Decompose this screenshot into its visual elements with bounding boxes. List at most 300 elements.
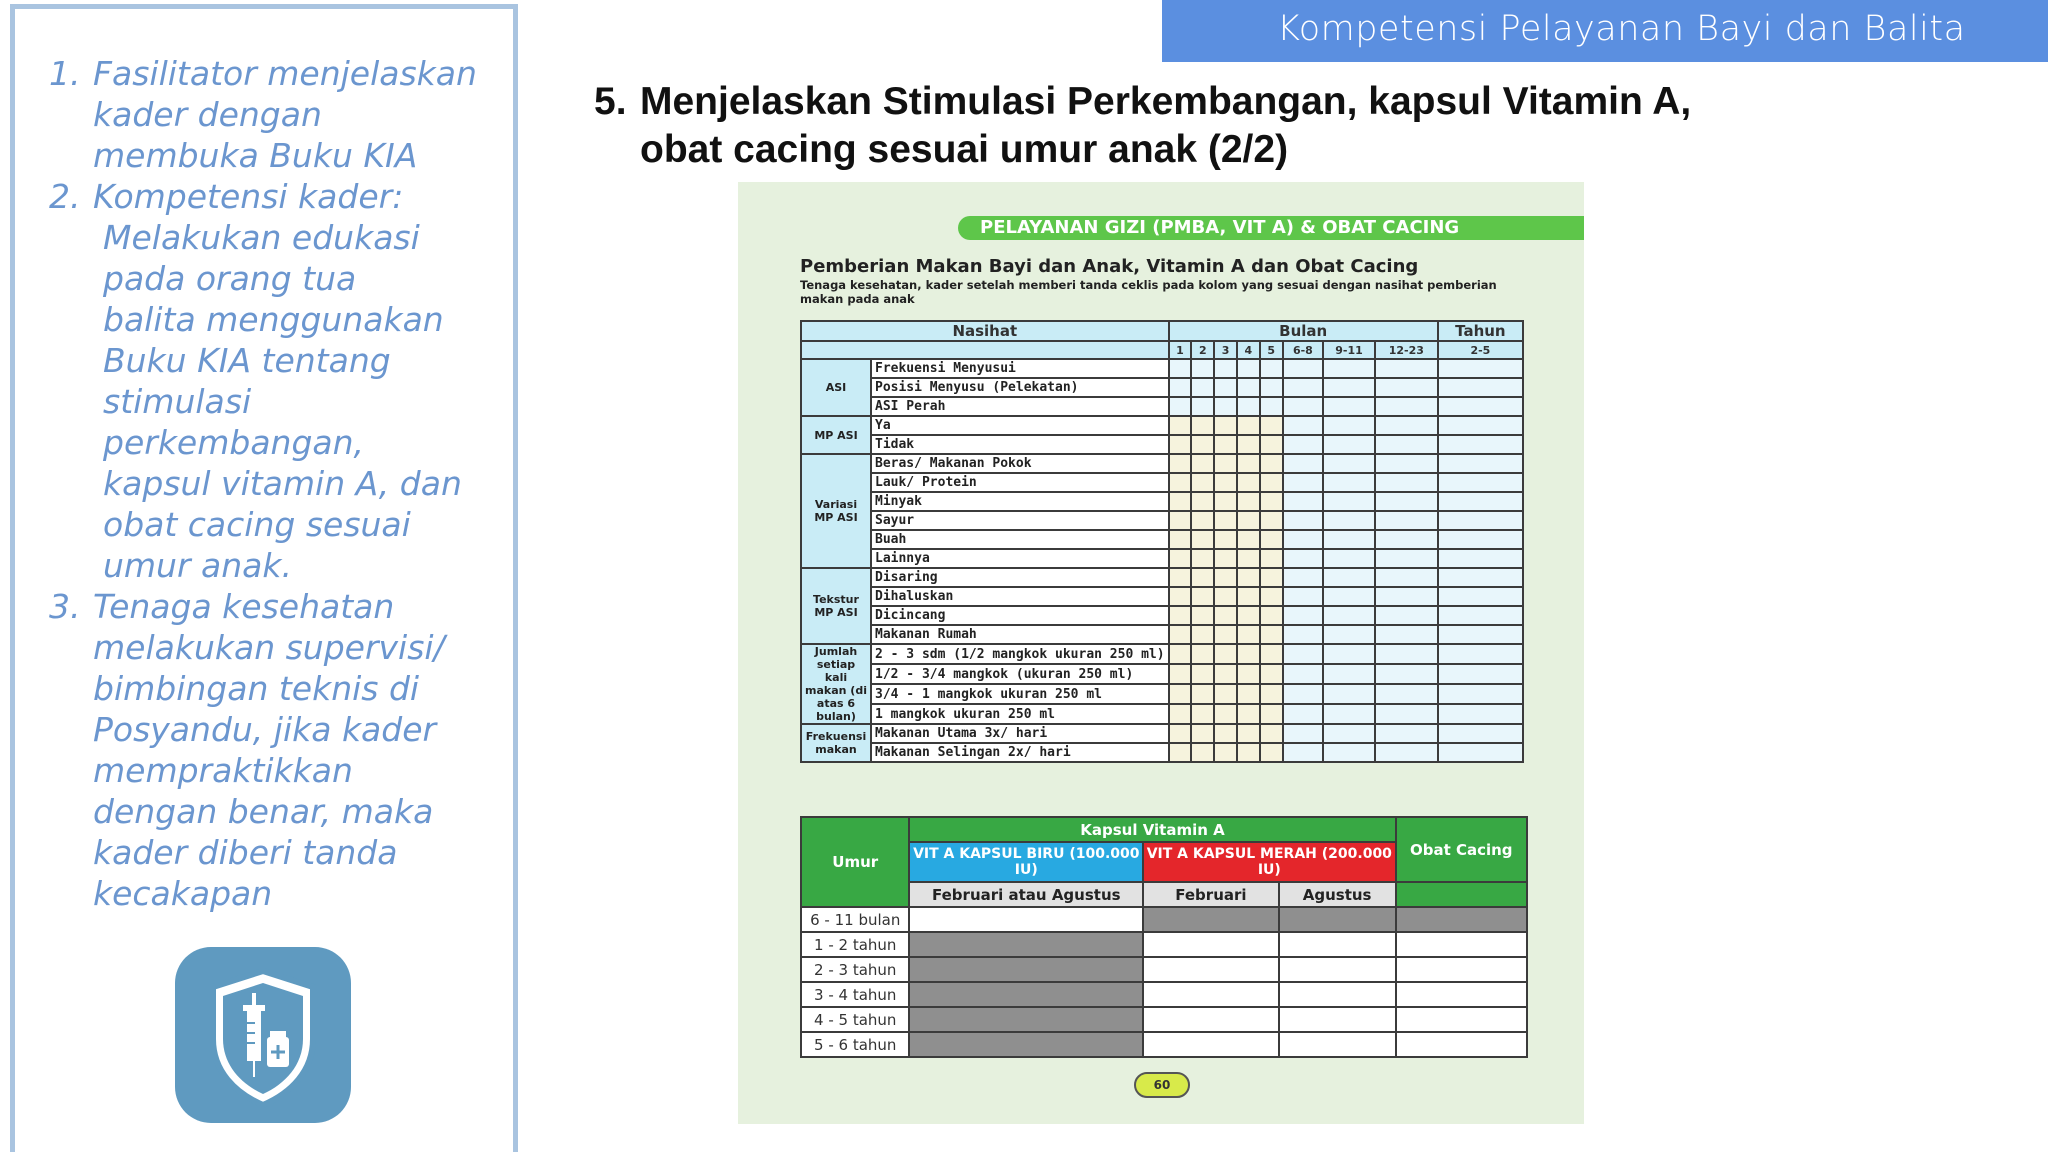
check-cell[interactable] — [1323, 378, 1375, 397]
check-cell[interactable] — [1438, 435, 1523, 454]
check-cell[interactable] — [1396, 932, 1527, 957]
check-cell — [1143, 907, 1279, 932]
check-cell[interactable] — [1283, 743, 1324, 762]
check-cell[interactable] — [1375, 743, 1438, 762]
check-cell[interactable] — [1260, 644, 1283, 664]
check-cell[interactable] — [1237, 606, 1260, 625]
slide-title — [594, 78, 1894, 174]
check-cell[interactable] — [1438, 492, 1523, 511]
check-cell[interactable] — [1438, 587, 1523, 606]
category-cell: MP ASI — [801, 416, 871, 454]
check-cell[interactable] — [1438, 511, 1523, 530]
check-cell[interactable] — [1143, 1007, 1279, 1032]
step-line: dengan benar, maka — [93, 792, 434, 831]
check-cell[interactable] — [1323, 549, 1375, 568]
check-cell[interactable] — [1191, 743, 1214, 762]
check-cell[interactable] — [1191, 359, 1214, 378]
check-cell[interactable] — [1237, 454, 1260, 473]
check-cell[interactable] — [1375, 473, 1438, 492]
check-cell[interactable] — [1169, 549, 1192, 568]
check-cell[interactable] — [1375, 587, 1438, 606]
check-cell[interactable] — [1143, 982, 1279, 1007]
check-cell[interactable] — [1237, 568, 1260, 587]
nasihat-header: Nasihat — [801, 321, 1169, 341]
check-cell[interactable] — [1375, 724, 1438, 743]
check-cell[interactable] — [1323, 606, 1375, 625]
check-cell[interactable] — [1169, 684, 1192, 704]
check-cell[interactable] — [1260, 549, 1283, 568]
table-row — [801, 454, 1523, 473]
step-line: Melakukan edukasi — [103, 218, 420, 257]
vit-a-merah-header: VIT A KAPSUL MERAH (200.000 IU) — [1143, 842, 1395, 882]
check-cell[interactable] — [1283, 549, 1324, 568]
check-cell[interactable] — [1283, 625, 1324, 644]
check-cell[interactable] — [1438, 704, 1523, 724]
step-line: Tenaga kesehatan — [93, 587, 395, 626]
check-cell[interactable] — [1323, 625, 1375, 644]
check-cell[interactable] — [1283, 473, 1324, 492]
check-cell[interactable] — [1438, 359, 1523, 378]
check-cell[interactable] — [1214, 416, 1237, 435]
table-row — [801, 957, 1527, 982]
check-cell[interactable] — [1260, 492, 1283, 511]
table-row — [801, 664, 1523, 684]
check-cell[interactable] — [1438, 606, 1523, 625]
check-cell[interactable] — [1438, 664, 1523, 684]
step-line: kecakapan — [93, 874, 273, 913]
month-cell: 9-11 — [1323, 341, 1375, 359]
table-row — [801, 625, 1523, 644]
check-cell[interactable] — [1191, 549, 1214, 568]
check-cell[interactable] — [1260, 359, 1283, 378]
check-cell[interactable] — [1143, 1032, 1279, 1057]
obat-cacing-sub — [1396, 882, 1527, 907]
table-row — [801, 684, 1523, 704]
check-cell[interactable] — [1283, 511, 1324, 530]
table-row — [801, 549, 1523, 568]
check-cell[interactable] — [1283, 416, 1324, 435]
table-row — [801, 435, 1523, 454]
slide-title-line2: obat cacing sesuai umur anak (2/2) — [640, 128, 1289, 171]
check-cell[interactable] — [1396, 1007, 1527, 1032]
month-cell: 12-23 — [1375, 341, 1438, 359]
nasihat-item: Makanan Utama 3x/ hari — [871, 724, 1169, 743]
step-line: kapsul vitamin A, dan — [103, 464, 462, 503]
check-cell[interactable] — [1260, 587, 1283, 606]
check-cell[interactable] — [1375, 359, 1438, 378]
slide-title-line1: Menjelaskan Stimulasi Perkembangan, kapsul Vitamin A, — [640, 80, 1692, 123]
check-cell[interactable] — [1375, 704, 1438, 724]
feb-header: Februari — [1143, 882, 1279, 907]
check-cell[interactable] — [1279, 957, 1396, 982]
check-cell[interactable] — [1237, 549, 1260, 568]
vaccine-shield-svg — [175, 947, 351, 1123]
month-cell: 4 — [1237, 341, 1260, 359]
umur-header: Umur — [801, 817, 909, 907]
check-cell[interactable] — [1375, 625, 1438, 644]
check-cell[interactable] — [1169, 397, 1192, 416]
check-cell[interactable] — [1237, 397, 1260, 416]
check-cell[interactable] — [1375, 549, 1438, 568]
step-item — [45, 586, 505, 914]
check-cell[interactable] — [1169, 435, 1192, 454]
check-cell[interactable] — [1214, 587, 1237, 606]
check-cell[interactable] — [1214, 743, 1237, 762]
check-cell[interactable] — [1260, 473, 1283, 492]
check-cell[interactable] — [1237, 625, 1260, 644]
check-cell[interactable] — [1191, 473, 1214, 492]
check-cell[interactable] — [1169, 568, 1192, 587]
nasihat-item: Frekuensi Menyusui — [871, 359, 1169, 378]
check-cell[interactable] — [1214, 397, 1237, 416]
nasihat-item: Lainnya — [871, 549, 1169, 568]
check-cell[interactable] — [1279, 932, 1396, 957]
check-cell[interactable] — [1237, 644, 1260, 664]
vaccine-shield-icon — [175, 947, 351, 1123]
header-title: Kompetensi Pelayanan Bayi dan Balita — [1277, 9, 1966, 49]
check-cell[interactable] — [1375, 568, 1438, 587]
check-cell[interactable] — [1375, 378, 1438, 397]
check-cell[interactable] — [1191, 568, 1214, 587]
check-cell[interactable] — [1214, 378, 1237, 397]
header-bar — [1162, 0, 2048, 62]
check-cell[interactable] — [1260, 530, 1283, 549]
category-cell: Frekuensi makan — [801, 724, 871, 762]
nasihat-item: Ya — [871, 416, 1169, 435]
check-cell[interactable] — [1323, 530, 1375, 549]
category-cell: Jumlah setiap kali makan (di atas 6 bulan) — [801, 644, 871, 724]
check-cell[interactable] — [1191, 724, 1214, 743]
age-cell: 3 - 4 tahun — [801, 982, 909, 1007]
check-cell[interactable] — [1438, 568, 1523, 587]
check-cell[interactable] — [1169, 416, 1192, 435]
bulan-header: Bulan — [1169, 321, 1438, 341]
check-cell[interactable] — [1169, 530, 1192, 549]
check-cell[interactable] — [1438, 530, 1523, 549]
check-cell[interactable] — [1283, 704, 1324, 724]
check-cell[interactable] — [1169, 378, 1192, 397]
step-number: 3. — [49, 587, 81, 626]
nasihat-item: Dihaluskan — [871, 587, 1169, 606]
check-cell[interactable] — [1214, 606, 1237, 625]
check-cell[interactable] — [1260, 416, 1283, 435]
check-cell[interactable] — [1438, 378, 1523, 397]
check-cell[interactable] — [1237, 664, 1260, 684]
check-cell[interactable] — [1283, 435, 1324, 454]
check-cell[interactable] — [1191, 606, 1214, 625]
check-cell[interactable] — [1237, 743, 1260, 762]
check-cell[interactable] — [1191, 492, 1214, 511]
check-cell[interactable] — [1214, 664, 1237, 684]
age-cell: 1 - 2 tahun — [801, 932, 909, 957]
check-cell[interactable] — [1260, 684, 1283, 704]
check-cell[interactable] — [1237, 473, 1260, 492]
nasihat-item: 1 mangkok ukuran 250 ml — [871, 704, 1169, 724]
check-cell[interactable] — [1169, 743, 1192, 762]
check-cell[interactable] — [1260, 378, 1283, 397]
check-cell — [909, 932, 1143, 957]
check-cell[interactable] — [1191, 435, 1214, 454]
check-cell[interactable] — [1283, 568, 1324, 587]
check-cell[interactable] — [1169, 724, 1192, 743]
check-cell[interactable] — [1438, 625, 1523, 644]
feb-agu-header: Februari atau Agustus — [909, 882, 1143, 907]
check-cell[interactable] — [1283, 359, 1324, 378]
check-cell[interactable] — [1260, 625, 1283, 644]
check-cell[interactable] — [1214, 473, 1237, 492]
check-cell[interactable] — [1260, 454, 1283, 473]
check-cell[interactable] — [1323, 664, 1375, 684]
check-cell[interactable] — [1283, 684, 1324, 704]
table-row — [801, 743, 1523, 762]
check-cell[interactable] — [1191, 397, 1214, 416]
check-cell[interactable] — [1260, 397, 1283, 416]
step-item — [45, 176, 505, 586]
check-cell[interactable] — [1260, 743, 1283, 762]
check-cell[interactable] — [1143, 957, 1279, 982]
check-cell[interactable] — [1191, 587, 1214, 606]
check-cell[interactable] — [1283, 664, 1324, 684]
check-cell[interactable] — [1237, 684, 1260, 704]
check-cell[interactable] — [1375, 397, 1438, 416]
kia-instruction: Tenaga kesehatan, kader setelah memberi tanda ceklis pada kolom yang sesuai dengan nasihat pemberian makan pada anak — [800, 278, 1497, 306]
step-line: perkembangan, — [103, 423, 365, 462]
check-cell[interactable] — [1438, 397, 1523, 416]
check-cell[interactable] — [909, 907, 1143, 932]
step-line: stimulasi — [103, 382, 252, 421]
check-cell[interactable] — [1323, 397, 1375, 416]
check-cell[interactable] — [1214, 454, 1237, 473]
step-line: Posyandu, jika kader — [93, 710, 437, 749]
check-cell[interactable] — [1323, 644, 1375, 664]
table-row — [801, 1007, 1527, 1032]
check-cell[interactable] — [1260, 664, 1283, 684]
table-row — [801, 704, 1523, 724]
check-cell[interactable] — [1323, 416, 1375, 435]
check-cell[interactable] — [1214, 435, 1237, 454]
table-row — [801, 1032, 1527, 1057]
check-cell[interactable] — [1169, 454, 1192, 473]
check-cell[interactable] — [1191, 664, 1214, 684]
check-cell — [1279, 907, 1396, 932]
step-number: 1. — [49, 54, 81, 93]
check-cell[interactable] — [1438, 473, 1523, 492]
check-cell[interactable] — [1191, 416, 1214, 435]
nasihat-item: Tidak — [871, 435, 1169, 454]
check-cell[interactable] — [1214, 644, 1237, 664]
check-cell[interactable] — [1438, 454, 1523, 473]
check-cell[interactable] — [1214, 568, 1237, 587]
vitamin-a-table — [800, 816, 1528, 1058]
check-cell[interactable] — [1169, 359, 1192, 378]
check-cell[interactable] — [1237, 359, 1260, 378]
check-cell[interactable] — [1169, 625, 1192, 644]
table-row — [801, 530, 1523, 549]
check-cell[interactable] — [1375, 644, 1438, 664]
check-cell[interactable] — [1237, 435, 1260, 454]
check-cell[interactable] — [1169, 664, 1192, 684]
check-cell[interactable] — [1396, 957, 1527, 982]
check-cell[interactable] — [1237, 378, 1260, 397]
check-cell[interactable] — [1323, 454, 1375, 473]
check-cell[interactable] — [1279, 1007, 1396, 1032]
nasihat-item: 3/4 - 1 mangkok ukuran 250 ml — [871, 684, 1169, 704]
step-line: umur anak. — [103, 546, 292, 585]
feeding-table — [800, 320, 1524, 763]
nasihat-item: Posisi Menyusu (Pelekatan) — [871, 378, 1169, 397]
tahun-header: Tahun — [1438, 321, 1523, 341]
check-cell[interactable] — [1323, 492, 1375, 511]
check-cell[interactable] — [1169, 587, 1192, 606]
check-cell[interactable] — [1283, 397, 1324, 416]
left-panel — [10, 4, 518, 1152]
table-row — [801, 587, 1523, 606]
step-line: bimbingan teknis di — [93, 669, 420, 708]
month-cell: 3 — [1214, 341, 1237, 359]
check-cell[interactable] — [1323, 587, 1375, 606]
table-row — [801, 982, 1527, 1007]
feeding-table-body — [801, 359, 1523, 762]
check-cell[interactable] — [1283, 587, 1324, 606]
check-cell[interactable] — [1214, 704, 1237, 724]
check-cell[interactable] — [1214, 492, 1237, 511]
age-cell: 2 - 3 tahun — [801, 957, 909, 982]
check-cell[interactable] — [1260, 704, 1283, 724]
check-cell[interactable] — [1323, 473, 1375, 492]
step-number: 2. — [49, 177, 81, 216]
check-cell[interactable] — [1438, 644, 1523, 664]
check-cell[interactable] — [1191, 530, 1214, 549]
check-cell[interactable] — [1169, 473, 1192, 492]
nasihat-item: 1/2 - 3/4 mangkok (ukuran 250 ml) — [871, 664, 1169, 684]
check-cell[interactable] — [1237, 492, 1260, 511]
check-cell[interactable] — [1214, 359, 1237, 378]
table-row — [801, 606, 1523, 625]
step-line: membuka Buku KIA — [93, 136, 418, 175]
check-cell[interactable] — [1283, 606, 1324, 625]
check-cell[interactable] — [1191, 704, 1214, 724]
check-cell[interactable] — [1260, 606, 1283, 625]
check-cell[interactable] — [1396, 1032, 1527, 1057]
check-cell[interactable] — [1438, 743, 1523, 762]
check-cell[interactable] — [1375, 416, 1438, 435]
agu-header: Agustus — [1279, 882, 1396, 907]
nasihat-item: ASI Perah — [871, 397, 1169, 416]
check-cell[interactable] — [1214, 625, 1237, 644]
month-cell: 1 — [1169, 341, 1192, 359]
check-cell[interactable] — [1214, 724, 1237, 743]
nasihat-item: Minyak — [871, 492, 1169, 511]
check-cell[interactable] — [1214, 530, 1237, 549]
check-cell[interactable] — [1323, 704, 1375, 724]
check-cell[interactable] — [1191, 378, 1214, 397]
check-cell[interactable] — [1323, 435, 1375, 454]
table-row — [801, 724, 1523, 743]
check-cell[interactable] — [1283, 724, 1324, 743]
check-cell[interactable] — [1283, 454, 1324, 473]
check-cell[interactable] — [1169, 511, 1192, 530]
check-cell[interactable] — [1191, 454, 1214, 473]
check-cell[interactable] — [1438, 724, 1523, 743]
vit-a-biru-header: VIT A KAPSUL BIRU (100.000 IU) — [909, 842, 1143, 882]
check-cell[interactable] — [1169, 704, 1192, 724]
check-cell[interactable] — [1375, 664, 1438, 684]
check-cell[interactable] — [1169, 644, 1192, 664]
check-cell[interactable] — [1237, 587, 1260, 606]
check-cell[interactable] — [1283, 644, 1324, 664]
check-cell[interactable] — [1169, 606, 1192, 625]
check-cell[interactable] — [1191, 644, 1214, 664]
check-cell — [1396, 907, 1527, 932]
table-row — [801, 932, 1527, 957]
step-line: melakukan supervisi/ — [93, 628, 445, 667]
table-row — [801, 473, 1523, 492]
check-cell[interactable] — [1191, 625, 1214, 644]
category-cell: Variasi MP ASI — [801, 454, 871, 568]
check-cell[interactable] — [1169, 492, 1192, 511]
check-cell[interactable] — [1214, 511, 1237, 530]
check-cell[interactable] — [1237, 530, 1260, 549]
check-cell[interactable] — [1375, 492, 1438, 511]
check-cell[interactable] — [1260, 568, 1283, 587]
check-cell[interactable] — [1260, 435, 1283, 454]
check-cell[interactable] — [1191, 511, 1214, 530]
category-cell: ASI — [801, 359, 871, 416]
check-cell[interactable] — [1375, 606, 1438, 625]
check-cell[interactable] — [1214, 684, 1237, 704]
check-cell[interactable] — [1323, 743, 1375, 762]
check-cell — [909, 982, 1143, 1007]
check-cell[interactable] — [1279, 982, 1396, 1007]
check-cell[interactable] — [1237, 704, 1260, 724]
obat-cacing-header: Obat Cacing — [1396, 817, 1527, 882]
check-cell[interactable] — [1214, 549, 1237, 568]
check-cell[interactable] — [1375, 454, 1438, 473]
check-cell[interactable] — [1323, 359, 1375, 378]
vitamin-a-table-body — [801, 907, 1527, 1057]
check-cell[interactable] — [1375, 530, 1438, 549]
check-cell[interactable] — [1283, 492, 1324, 511]
check-cell[interactable] — [1283, 530, 1324, 549]
check-cell[interactable] — [1191, 684, 1214, 704]
check-cell[interactable] — [1323, 568, 1375, 587]
check-cell[interactable] — [1396, 982, 1527, 1007]
check-cell[interactable] — [1237, 416, 1260, 435]
check-cell[interactable] — [1438, 684, 1523, 704]
table-row — [801, 378, 1523, 397]
age-cell: 4 - 5 tahun — [801, 1007, 909, 1032]
check-cell[interactable] — [1438, 416, 1523, 435]
check-cell[interactable] — [1260, 724, 1283, 743]
check-cell[interactable] — [1279, 1032, 1396, 1057]
check-cell[interactable] — [1323, 511, 1375, 530]
check-cell[interactable] — [1375, 511, 1438, 530]
month-cell: 2-5 — [1438, 341, 1523, 359]
check-cell[interactable] — [1375, 435, 1438, 454]
check-cell[interactable] — [1237, 724, 1260, 743]
check-cell[interactable] — [1375, 684, 1438, 704]
nasihat-item: Lauk/ Protein — [871, 473, 1169, 492]
check-cell[interactable] — [1260, 511, 1283, 530]
check-cell[interactable] — [1237, 511, 1260, 530]
month-cell: 2 — [1191, 341, 1214, 359]
check-cell[interactable] — [1143, 932, 1279, 957]
check-cell[interactable] — [1323, 684, 1375, 704]
check-cell[interactable] — [1438, 549, 1523, 568]
check-cell[interactable] — [1323, 724, 1375, 743]
check-cell[interactable] — [1283, 378, 1324, 397]
kia-banner: PELAYANAN GIZI (PMBA, VIT A) & OBAT CACING — [958, 216, 1584, 240]
